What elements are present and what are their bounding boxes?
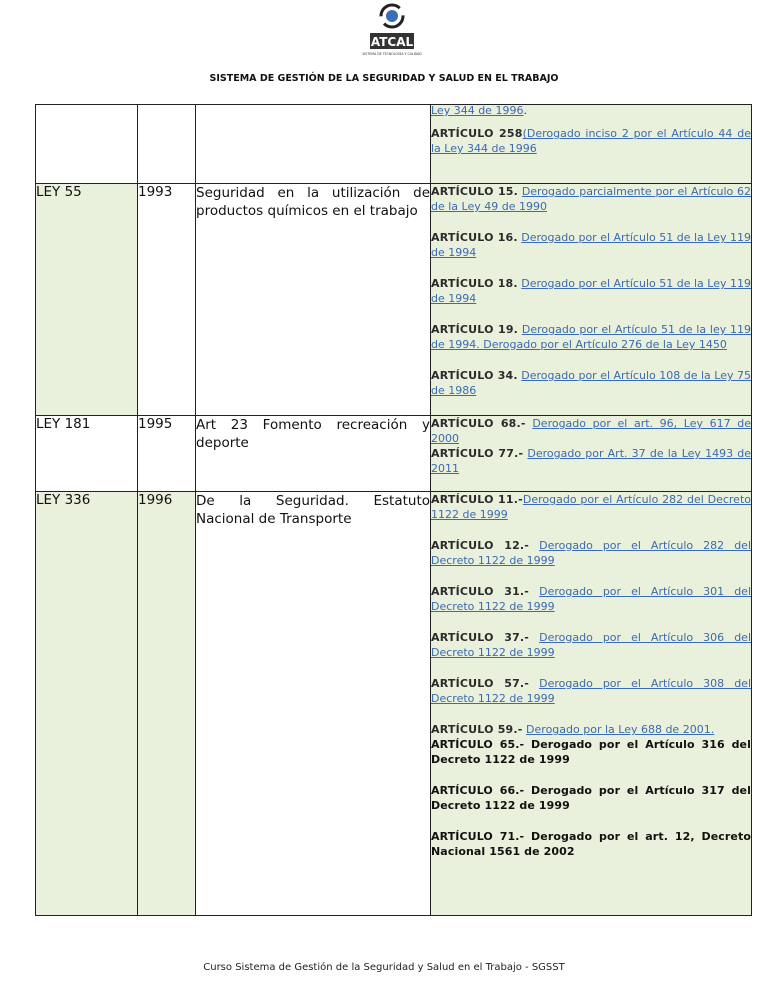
derogation-link[interactable]: Derogado por el Artículo 282 del Decreto 1122 de 1999	[431, 493, 751, 521]
article-note-plain: ARTÍCULO 71.- Derogado por el art. 12, Decreto Nacional 1561 de 2002	[431, 830, 751, 858]
derogation-link[interactable]: Derogado por el Artículo 308 del Decreto 1122 de 1999	[431, 677, 752, 705]
derogation-link[interactable]: Derogado por el Artículo 51 de la Ley 119 de 1994	[431, 277, 751, 305]
table-row	[36, 105, 752, 184]
derogation-link[interactable]: Ley 344 de 1996	[431, 104, 524, 117]
year-cell: 1993	[138, 184, 196, 416]
law-cell: LEY 181	[36, 416, 138, 492]
derogation-link[interactable]: Derogado por el Artículo 108 de la Ley 75 de 1986	[431, 369, 751, 397]
article-note: ARTÍCULO 15. Derogado parcialmente por el Artículo 62 de la Ley 49 de 1990	[431, 185, 752, 213]
article-note: ARTÍCULO 77.- Derogado por Art. 37 de la Ley 1493 de 2011	[431, 447, 752, 475]
article-note: ARTÍCULO 19. Derogado por el Artículo 51 de la ley 119 de 1994. Derogado por el Artículo 276 de la Ley 1450	[431, 323, 752, 351]
law-cell: LEY 336	[36, 492, 138, 916]
article-note: ARTÍCULO 68.- Derogado por el art. 96, Ley 617 de 2000	[431, 417, 752, 445]
svg-text:SISTEMA DE TECNOLOGÍA Y CALIDA: SISTEMA DE TECNOLOGÍA Y CALIDAD	[362, 52, 422, 56]
derogation-link[interactable]: Derogado por el Artículo 301 del Decreto 1122 de 1999	[431, 585, 752, 613]
derogation-link[interactable]: Derogado por Art. 37 de la Ley 1493 de 2011	[431, 447, 752, 475]
article-note: ARTÍCULO 11.-Derogado por el Artículo 282 del Decreto 1122 de 1999	[431, 493, 751, 521]
year-cell: 1995	[138, 416, 196, 492]
derogation-link[interactable]: Derogado por el art. 96, Ley 617 de 2000	[431, 417, 752, 445]
article-note: ARTÍCULO 16. Derogado por el Artículo 51 de la Ley 119 de 1994	[431, 231, 751, 259]
derogation-link[interactable]: Derogado por el Artículo 51 de la ley 119 de 1994. Derogado por el Artículo 276 de la Ley 1450	[431, 323, 752, 351]
description-cell: De la Seguridad. Estatuto Nacional de Transporte	[196, 492, 431, 916]
article-note: ARTÍCULO 18. Derogado por el Artículo 51 de la Ley 119 de 1994	[431, 277, 751, 305]
page-footer: Curso Sistema de Gestión de la Seguridad y Salud en el Trabajo - SGSST	[203, 962, 565, 973]
derogation-link[interactable]: Derogado por el Artículo 51 de la Ley 119 de 1994	[431, 231, 751, 259]
law-table	[35, 104, 752, 916]
notes-cell	[431, 184, 752, 416]
description-cell: Art 23 Fomento recreación y deporte	[196, 416, 431, 492]
year-cell	[138, 105, 196, 184]
derogation-link[interactable]: Derogado por el Artículo 306 del Decreto 1122 de 1999	[431, 631, 752, 659]
notes-cell	[431, 416, 752, 492]
table-row	[36, 492, 752, 916]
derogation-link[interactable]: Derogado por la Ley 688 de 2001.	[526, 723, 715, 736]
article-note: ARTÍCULO 12.- Derogado por el Artículo 282 del Decreto 1122 de 1999	[431, 539, 752, 567]
article-note-plain: ARTÍCULO 66.- Derogado por el Artículo 317 del Decreto 1122 de 1999	[431, 784, 751, 812]
svg-text:ATCAL: ATCAL	[370, 35, 414, 49]
article-label: ARTÍCULO 258	[431, 127, 523, 140]
notes-cell	[431, 492, 752, 916]
document-header-title: SISTEMA DE GESTIÓN DE LA SEGURIDAD Y SALUD EN EL TRABAJO	[209, 73, 559, 84]
derogation-link[interactable]: Derogado por el Artículo 282 del Decreto 1122 de 1999	[431, 539, 752, 567]
table-row	[36, 184, 752, 416]
notes-cell	[431, 105, 752, 184]
article-note: ARTÍCULO 59.- Derogado por la Ley 688 de 2001.	[431, 723, 715, 736]
year-cell: 1996	[138, 492, 196, 916]
derogation-link[interactable]: (Derogado inciso 2 por el Artículo 44 de la Ley 344 de 1996	[431, 127, 752, 155]
law-cell: LEY 55	[36, 184, 138, 416]
article-note: ARTÍCULO 57.- Derogado por el Artículo 308 del Decreto 1122 de 1999	[431, 677, 752, 705]
atcal-logo	[362, 2, 422, 60]
law-cell	[36, 105, 138, 184]
article-note: ARTÍCULO 34. Derogado por el Artículo 108 de la Ley 75 de 1986	[431, 369, 751, 397]
derogation-link[interactable]: Derogado parcialmente por el Artículo 62 de la Ley 49 de 1990	[431, 185, 752, 213]
table-row	[36, 416, 752, 492]
article-note	[431, 126, 751, 156]
article-note-plain: ARTÍCULO 65.- Derogado por el Artículo 316 del Decreto 1122 de 1999	[431, 738, 751, 766]
description-cell: Seguridad en la utilización de productos químicos en el trabajo	[196, 184, 431, 416]
article-note: ARTÍCULO 37.- Derogado por el Artículo 306 del Decreto 1122 de 1999	[431, 631, 752, 659]
article-note: ARTÍCULO 31.- Derogado por el Artículo 301 del Decreto 1122 de 1999	[431, 585, 752, 613]
description-cell	[196, 105, 431, 184]
article-note: Ley 344 de 1996.	[431, 104, 527, 117]
